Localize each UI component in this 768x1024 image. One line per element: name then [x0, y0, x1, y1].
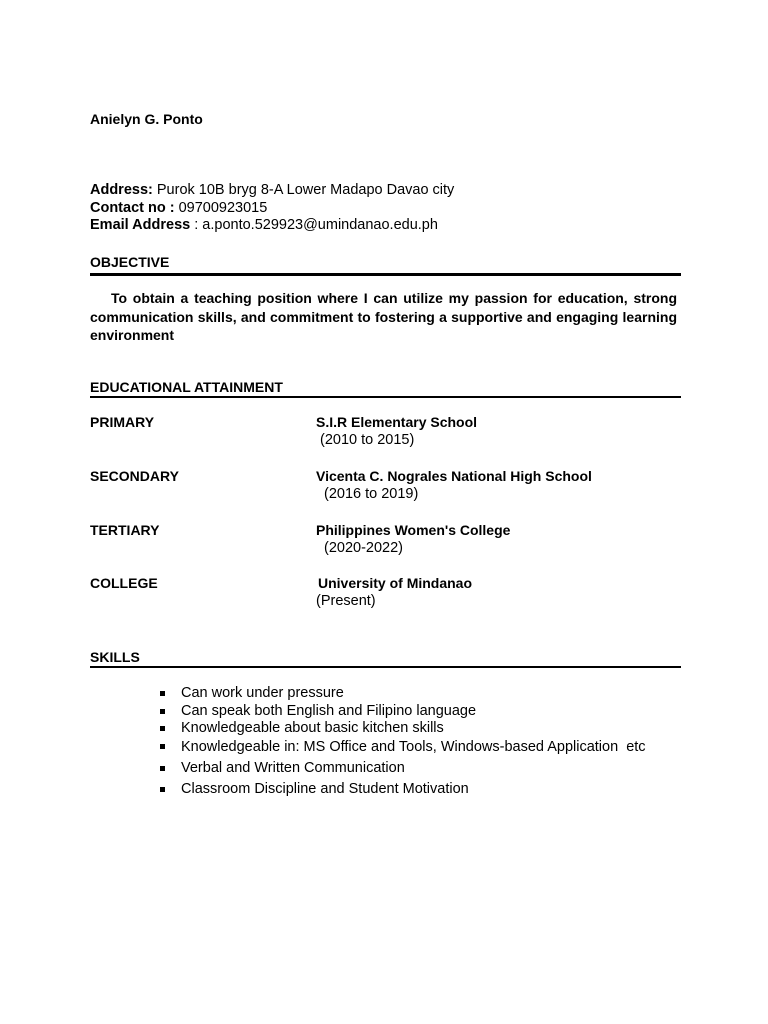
applicant-name: Anielyn G. Ponto — [90, 111, 203, 127]
address-value: Purok 10B bryg 8-A Lower Madapo Davao city — [152, 182, 455, 198]
objective-heading: OBJECTIVE — [90, 254, 170, 270]
education-divider — [90, 396, 681, 398]
address-label: Address: — [90, 182, 153, 198]
education-level: PRIMARY — [90, 414, 155, 430]
email-label: Email Address — [90, 217, 191, 233]
skill-text: Knowledgeable about basic kitchen skills — [181, 720, 444, 736]
skill-item — [160, 703, 646, 721]
contact-block — [90, 182, 454, 235]
education-heading: EDUCATIONAL ATTAINMENT — [90, 379, 283, 395]
education-school: Philippines Women's College — [316, 522, 511, 538]
education-years: (2020-2022) — [324, 540, 403, 556]
education-school: University of Mindanao — [318, 575, 473, 591]
skill-text: Verbal and Written Communication — [181, 759, 405, 776]
address-line — [90, 182, 454, 200]
skill-item — [160, 720, 646, 738]
skill-text: Knowledgeable in: MS Office and Tools, Windows-based Application etc — [181, 738, 646, 755]
square-bullet-icon — [160, 766, 165, 771]
skills-divider — [90, 666, 681, 668]
objective-text: To obtain a teaching position where I can utilize my passion for education, strong communication skills, and commitment to fostering a supportive and engaging learning environment — [90, 290, 677, 343]
education-years: (2016 to 2019) — [324, 486, 419, 502]
skill-text: Can work under pressure — [181, 685, 344, 701]
email-line — [90, 217, 454, 235]
square-bullet-icon — [160, 787, 165, 792]
education-level: COLLEGE — [90, 575, 158, 591]
square-bullet-icon — [160, 691, 165, 696]
skill-item — [160, 757, 646, 779]
education-years: (Present) — [316, 593, 376, 609]
skill-text: Classroom Discipline and Student Motivation — [181, 780, 469, 797]
square-bullet-icon — [160, 726, 165, 731]
square-bullet-icon — [160, 709, 165, 714]
education-school: Vicenta C. Nograles National High School — [316, 468, 592, 484]
contact-number-label: Contact no : — [90, 199, 175, 216]
square-bullet-icon — [160, 744, 165, 749]
skill-text: Can speak both English and Filipino language — [181, 702, 477, 719]
education-years: (2010 to 2015) — [320, 432, 415, 448]
skill-item — [160, 738, 646, 757]
contact-number-value: 09700923015 — [174, 199, 268, 216]
skill-item — [160, 685, 646, 703]
objective-divider — [90, 273, 681, 276]
education-level: TERTIARY — [90, 522, 160, 538]
skill-item — [160, 779, 646, 799]
skills-heading: SKILLS — [90, 649, 140, 665]
skills-list — [160, 685, 646, 799]
education-level: SECONDARY — [90, 468, 179, 484]
education-school: S.I.R Elementary School — [316, 414, 478, 430]
email-value: : a.ponto.529923@umindanao.edu.ph — [190, 217, 438, 233]
contact-number-line — [90, 200, 454, 218]
